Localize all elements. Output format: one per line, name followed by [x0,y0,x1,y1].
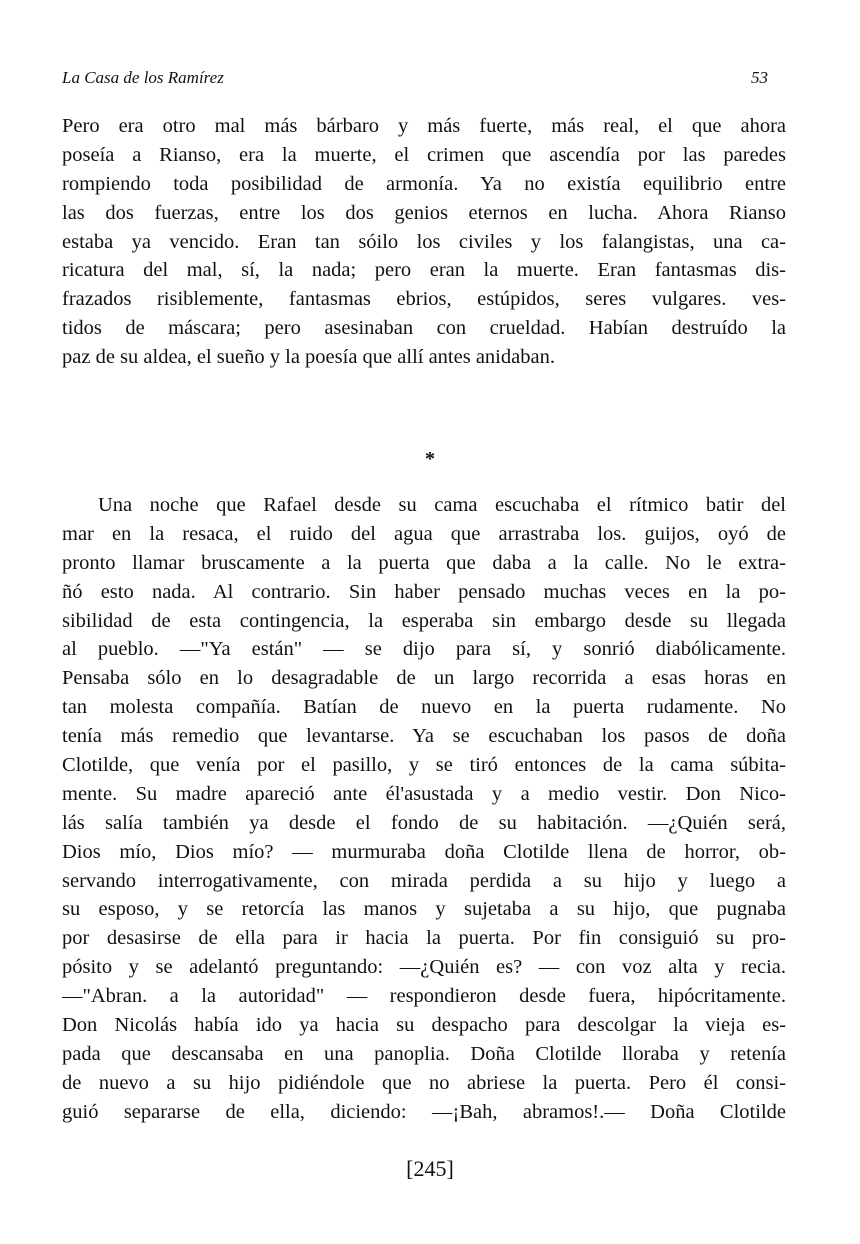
text-line: poseía a Rianso, era la muerte, el crimen que ascendía por las paredes [62,143,786,166]
text-line: rompiendo toda posibilidad de armonía. Ya no existía equilibrio entre [62,172,786,195]
text-line: tidos de máscara; pero asesinaban con crueldad. Habían destruído la [62,317,786,340]
text-line: Pensaba sólo en lo desagradable de un largo recorrida a esas horas en [62,667,786,690]
text-line: de nuevo a su hijo pidiéndole que no abriese la puerta. Pero él consi- [62,1071,786,1094]
book-title: La Casa de los Ramírez [62,68,224,87]
text-line: sibilidad de esta contingencia, la esperaba sin embargo desde su llegada [62,609,786,632]
text-line: Dios mío, Dios mío? — murmuraba doña Clotilde llena de horror, ob- [62,840,786,863]
header-page-number: 53 [751,68,768,87]
running-header [62,68,768,90]
text-line: guió separarse de ella, diciendo: —¡Bah, abramos!.— Doña Clotilde [62,1100,786,1123]
text-line: tan molesta compañía. Batían de nuevo en la puerta rudamente. No [62,696,786,719]
text-line: Don Nicolás había ido ya hacia su despacho para descolgar la vieja es- [62,1014,786,1037]
text-line: por desasirse de ella para ir hacia la puerta. Por fin consiguió su pro- [62,927,786,950]
text-line: servando interrogativamente, con mirada perdida a su hijo y luego a [62,869,786,892]
text-line: frazados risiblemente, fantasmas ebrios, estúpidos, seres vulgares. ves- [62,288,786,311]
text-line: pósito y se adelantó preguntando: —¿Quién es? — con voz alta y recia. [62,956,786,979]
section-separator: * [425,448,435,470]
text-line: al pueblo. —"Ya están" — se dijo para sí, y sonrió diabólicamente. [62,638,786,661]
paragraph-2 [62,491,786,1127]
text-line: tenía más remedio que levantarse. Ya se escuchaban los pasos de doña [62,725,786,748]
text-line: su esposo, y se retorcía las manos y sujetaba a su hijo, que pugnaba [62,898,786,921]
text-line: pronto llamar bruscamente a la puerta que daba a la calle. No le extra- [62,551,786,574]
text-line: mar en la resaca, el ruido del agua que arrastraba los. guijos, oyó de [62,522,786,545]
text-line: pada que descansaba en una panoplia. Doña Clotilde lloraba y retenía [62,1042,786,1065]
text-line: las dos fuerzas, entre los dos genios eternos en lucha. Ahora Rianso [62,201,786,224]
text-line: lás salía también ya desde el fondo de su habitación. —¿Quién será, [62,811,786,834]
text-line: ñó esto nada. Al contrario. Sin haber pensado muchas veces en la po- [62,580,786,603]
footer-page-number: [245] [406,1156,454,1181]
paragraph-1 [62,112,786,372]
text-line: ricatura del mal, sí, la nada; pero eran la muerte. Eran fantasmas dis- [62,259,786,282]
text-line: Pero era otro mal más bárbaro y más fuerte, más real, el que ahora [62,115,786,137]
text-line: paz de su aldea, el sueño y la poesía que allí antes anidaban. [62,346,555,369]
text-line: Una noche que Rafael desde su cama escuchaba el rítmico batir del [98,494,786,516]
text-line: estaba ya vencido. Eran tan sóilo los civiles y los falangistas, una ca- [62,230,786,253]
text-line: —"Abran. a la autoridad" — respondieron desde fuera, hipócritamente. [62,985,786,1008]
text-line: Clotilde, que venía por el pasillo, y se tiró entonces de la cama súbita- [62,754,786,777]
text-line: mente. Su madre apareció ante él'asustada y a medio vestir. Don Nico- [62,782,786,805]
